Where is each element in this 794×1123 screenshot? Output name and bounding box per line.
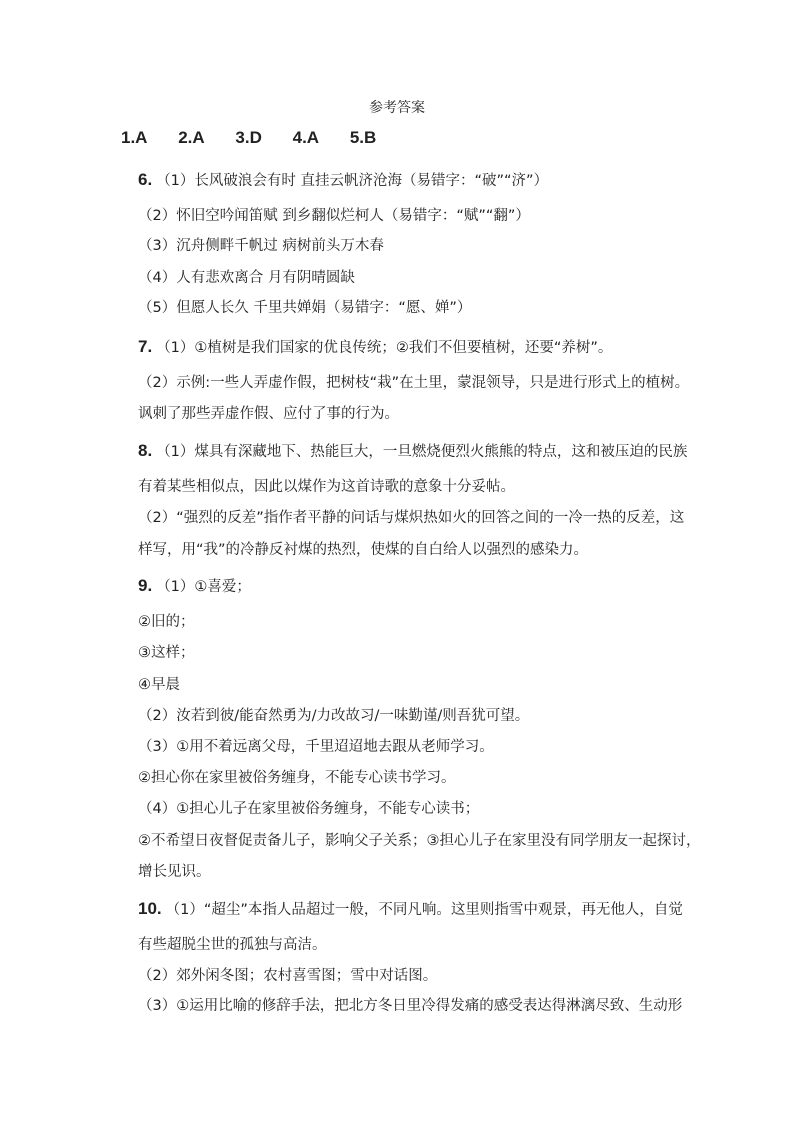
q9-line-10: 增长见识。	[138, 864, 211, 880]
q10-line-1	[138, 899, 683, 920]
q9-line-8: （4）①担心儿子在家里被俗务缠身，不能专心读书；	[138, 801, 480, 817]
q9-line-2: ②旧的；	[138, 614, 195, 630]
q6-line-5: （5）但愿人长久 千里共婵娟（易错字：“愿、婵”）	[138, 300, 472, 316]
q6-line-2: （2）怀旧空吟闻笛赋 到乡翻似烂柯人（易错字：“赋”“翻”）	[138, 208, 530, 224]
q10-line-3: （2）郊外闲冬图；农村喜雪图；雪中对话图。	[138, 968, 438, 984]
q7-line-3: 讽刺了那些弄虚作假、应付了事的行为。	[138, 406, 399, 422]
q6-line-4: （4）人有悲欢离合 月有阴晴圆缺	[138, 270, 355, 286]
q8-line-3: （2）“强烈的反差”指作者平静的问话与煤炽热如火的回答之间的一冷一热的反差，这	[138, 510, 685, 526]
q8-line-1	[138, 441, 687, 462]
q9-line-6: （3）①用不着远离父母，千里迢迢地去跟从老师学习。	[138, 739, 494, 755]
q7-line-2: （2）示例:一些人弄虚作假，把树枝“栽”在土里，蒙混领导，只是进行形式上的植树。	[138, 375, 690, 391]
q9-line-9: ②不希望日夜督促责备儿子，影响父子关系；③担心儿子在家里没有同学朋友一起探讨，	[138, 833, 701, 849]
q8-number: 8.	[138, 441, 153, 460]
q6-text-1: （1）长风破浪会有时 直挂云帆济沧海（易错字：“破”“济”）	[156, 173, 549, 189]
mc-answer-4: 4.A	[292, 128, 320, 147]
q9-line-4: ④早晨	[138, 677, 180, 693]
mc-answer-5: 5.B	[349, 128, 377, 147]
mc-answer-2: 2.A	[178, 128, 205, 147]
q10-line-4: （3）①运用比喻的修辞手法，把北方冬日里冷得发痛的感受表达得淋漓尽致、生动形	[138, 998, 683, 1014]
q9-line-3: ③这样；	[138, 645, 195, 661]
q6-number: 6.	[138, 170, 153, 189]
q9-line-7: ②担心你在家里被俗务缠身，不能专心读书学习。	[138, 770, 456, 786]
q10-number: 10.	[138, 899, 162, 918]
q7-text-1: （1）①植树是我们国家的优良传统；②我们不但要植树，还要“养树”。	[156, 340, 613, 356]
q8-text-1: （1）煤具有深藏地下、热能巨大，一旦燃烧便烈火熊熊的特点，这和被压迫的民族	[156, 444, 688, 460]
q7-line-1	[138, 337, 612, 358]
q8-line-2: 有着某些相似点，因此以煤作为这首诗歌的意象十分妥帖。	[138, 479, 515, 495]
multiple-choice-answers	[121, 128, 402, 148]
q7-number: 7.	[138, 337, 153, 356]
q9-line-1	[138, 576, 251, 597]
q8-line-4: 样写，用“我”的冷静反衬煤的热烈，使煤的自白给人以强烈的感染力。	[138, 542, 589, 558]
mc-answer-1: 1.A	[121, 128, 148, 147]
q6-line-1	[138, 170, 548, 191]
q6-line-3: （3）沉舟侧畔千帆过 病树前头万木春	[138, 238, 384, 254]
mc-answer-3: 3.D	[235, 128, 262, 147]
q10-text-1: （1）“超尘”本指人品超过一般，不同凡响。这里则指雪中观景，再无他人，自觉	[165, 902, 683, 918]
q9-line-5: （2）汝若到彼/能奋然勇为/力改故习/一味勤谨/则吾犹可望。	[138, 708, 530, 724]
page-title: 参考答案	[369, 100, 425, 116]
q9-number: 9.	[138, 576, 153, 595]
q9-text-1: （1）①喜爱；	[156, 579, 251, 595]
q10-line-2: 有些超脱尘世的孤独与高洁。	[138, 937, 327, 953]
